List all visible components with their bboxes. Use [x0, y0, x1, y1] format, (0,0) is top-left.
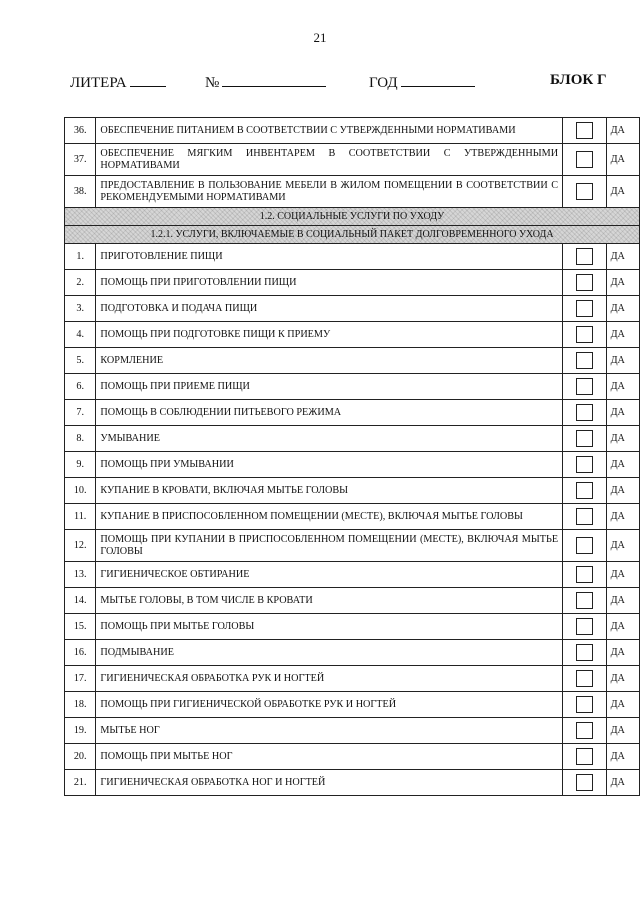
row-description: ПОМОЩЬ ПРИ УМЫВАНИИ: [100, 458, 234, 470]
yes-label: ДА: [606, 770, 639, 796]
row-description: УМЫВАНИЕ: [100, 432, 160, 444]
row-description: ПРЕДОСТАВЛЕНИЕ В ПОЛЬЗОВАНИЕ МЕБЕЛИ В ЖИЛОМ ПОМЕЩЕНИИ В СООТВЕТСТВИИ С РЕКОМЕНДУЕМЫМИ НОРМАТИВАМИ: [100, 179, 559, 203]
checkbox-cell: [563, 118, 607, 144]
table-row: [65, 614, 640, 640]
row-number: 2.: [65, 270, 96, 296]
checkbox[interactable]: [576, 696, 593, 713]
table-row: [65, 770, 640, 796]
row-number: 20.: [65, 744, 96, 770]
row-description: ПОМОЩЬ ПРИ ГИГИЕНИЧЕСКОЙ ОБРАБОТКЕ РУК И НОГТЕЙ: [100, 698, 397, 710]
row-description-cell: [96, 640, 563, 666]
services-table: [64, 117, 640, 796]
table-row: [65, 452, 640, 478]
row-number: 18.: [65, 692, 96, 718]
checkbox[interactable]: [576, 151, 593, 168]
row-description-cell: [96, 400, 563, 426]
yes-label: ДА: [606, 244, 639, 270]
checkbox[interactable]: [576, 618, 593, 635]
yes-label: ДА: [606, 640, 639, 666]
yes-label: ДА: [606, 478, 639, 504]
row-number: 11.: [65, 504, 96, 530]
checkbox[interactable]: [576, 537, 593, 554]
row-number: 13.: [65, 562, 96, 588]
row-description: ПОМОЩЬ ПРИ КУПАНИИ В ПРИСПОСОБЛЕННОМ ПОМЕЩЕНИИ (МЕСТЕ), ВКЛЮЧАЯ МЫТЬЕ ГОЛОВЫ: [100, 533, 559, 557]
row-description: ПРИГОТОВЛЕНИЕ ПИЩИ: [100, 250, 223, 262]
row-description: ОБЕСПЕЧЕНИЕ МЯГКИМ ИНВЕНТАРЕМ В СООТВЕТСТВИИ С УТВЕРЖДЕННЫМИ НОРМАТИВАМИ: [100, 147, 559, 171]
checkbox-cell: [563, 176, 607, 208]
section-row: [65, 208, 640, 226]
checkbox[interactable]: [576, 566, 593, 583]
checkbox-cell: [563, 478, 607, 504]
row-description: КУПАНИЕ В ПРИСПОСОБЛЕННОМ ПОМЕЩЕНИИ (МЕСТЕ), ВКЛЮЧАЯ МЫТЬЕ ГОЛОВЫ: [100, 510, 523, 522]
yes-label: ДА: [606, 348, 639, 374]
row-description: ПОМОЩЬ ПРИ МЫТЬЕ ГОЛОВЫ: [100, 620, 255, 632]
row-number: 3.: [65, 296, 96, 322]
table-row: [65, 530, 640, 562]
row-description-cell: [96, 426, 563, 452]
row-description: ПОМОЩЬ ПРИ ПРИЕМЕ ПИЩИ: [100, 380, 250, 392]
checkbox[interactable]: [576, 592, 593, 609]
row-number: 21.: [65, 770, 96, 796]
checkbox[interactable]: [576, 274, 593, 291]
litera-label: ЛИТЕРА: [70, 75, 127, 91]
row-description-cell: [96, 562, 563, 588]
row-description-cell: [96, 530, 563, 562]
row-number: 8.: [65, 426, 96, 452]
checkbox-cell: [563, 588, 607, 614]
row-number: 7.: [65, 400, 96, 426]
page-number: 21: [313, 30, 327, 45]
checkbox-cell: [563, 770, 607, 796]
row-number: 37.: [65, 144, 96, 176]
yes-label: ДА: [606, 400, 639, 426]
checkbox-cell: [563, 426, 607, 452]
row-description: ГИГИЕНИЧЕСКАЯ ОБРАБОТКА НОГ И НОГТЕЙ: [100, 776, 326, 788]
row-description: ПОМОЩЬ ПРИ МЫТЬЕ НОГ: [100, 750, 233, 762]
yes-label: ДА: [606, 614, 639, 640]
checkbox-cell: [563, 270, 607, 296]
yes-label: ДА: [606, 504, 639, 530]
table-row: [65, 400, 640, 426]
checkbox-cell: [563, 614, 607, 640]
row-description-cell: [96, 504, 563, 530]
table-row: [65, 118, 640, 144]
checkbox-cell: [563, 374, 607, 400]
year-field: [369, 72, 475, 92]
checkbox[interactable]: [576, 670, 593, 687]
table-row: [65, 666, 640, 692]
row-number: 9.: [65, 452, 96, 478]
checkbox[interactable]: [576, 352, 593, 369]
checkbox[interactable]: [576, 378, 593, 395]
table-row: [65, 692, 640, 718]
yes-label: ДА: [606, 426, 639, 452]
year-label: ГОД: [369, 75, 398, 91]
row-description: ОБЕСПЕЧЕНИЕ ПИТАНИЕМ В СООТВЕТСТВИИ С УТВЕРЖДЕННЫМИ НОРМАТИВАМИ: [100, 124, 516, 136]
table-row: [65, 562, 640, 588]
checkbox-cell: [563, 666, 607, 692]
care-rows: [65, 244, 640, 796]
number-field: [205, 72, 326, 92]
yes-label: ДА: [606, 322, 639, 348]
checkbox-cell: [563, 296, 607, 322]
table-row: [65, 296, 640, 322]
table-row: [65, 588, 640, 614]
number-input-line[interactable]: [222, 72, 326, 87]
checkbox[interactable]: [576, 248, 593, 265]
row-description-cell: [96, 322, 563, 348]
row-description-cell: [96, 718, 563, 744]
checkbox-cell: [563, 640, 607, 666]
checkbox[interactable]: [576, 748, 593, 765]
row-number: 38.: [65, 176, 96, 208]
row-description-cell: [96, 348, 563, 374]
yes-label: ДА: [606, 562, 639, 588]
checkbox-cell: [563, 244, 607, 270]
litera-input-line[interactable]: [130, 72, 166, 87]
row-description: ПОМОЩЬ ПРИ ПОДГОТОВКЕ ПИЩИ К ПРИЕМУ: [100, 328, 331, 340]
table-row: [65, 718, 640, 744]
checkbox[interactable]: [576, 456, 593, 473]
yes-label: ДА: [606, 176, 639, 208]
row-description-cell: [96, 478, 563, 504]
row-number: 6.: [65, 374, 96, 400]
row-number: 14.: [65, 588, 96, 614]
checkbox[interactable]: [576, 482, 593, 499]
checkbox-cell: [563, 562, 607, 588]
row-number: 15.: [65, 614, 96, 640]
checkbox-cell: [563, 530, 607, 562]
table-row: [65, 744, 640, 770]
table-row: [65, 144, 640, 176]
row-description-cell: [96, 374, 563, 400]
table-row: [65, 426, 640, 452]
row-description: ПОМОЩЬ В СОБЛЮДЕНИИ ПИТЬЕВОГО РЕЖИМА: [100, 406, 342, 418]
row-description-cell: [96, 452, 563, 478]
subsection-row: [65, 226, 640, 244]
yes-label: ДА: [606, 144, 639, 176]
number-label: №: [205, 75, 220, 91]
year-input-line[interactable]: [401, 72, 475, 87]
row-number: 10.: [65, 478, 96, 504]
row-description: КОРМЛЕНИЕ: [100, 354, 164, 366]
litera-field: [70, 72, 166, 92]
checkbox-cell: [563, 400, 607, 426]
row-number: 17.: [65, 666, 96, 692]
section-rows: [65, 208, 640, 244]
table-row: [65, 270, 640, 296]
yes-label: ДА: [606, 296, 639, 322]
form-header: [70, 72, 640, 92]
row-description-cell: [96, 296, 563, 322]
row-number: 1.: [65, 244, 96, 270]
row-description-cell: [96, 244, 563, 270]
checkbox[interactable]: [576, 430, 593, 447]
yes-label: ДА: [606, 692, 639, 718]
yes-label: ДА: [606, 270, 639, 296]
yes-label: ДА: [606, 374, 639, 400]
checkbox-cell: [563, 504, 607, 530]
row-description-cell: [96, 270, 563, 296]
row-number: 16.: [65, 640, 96, 666]
row-description: МЫТЬЕ НОГ: [100, 724, 160, 736]
checkbox-cell: [563, 322, 607, 348]
table-row: [65, 504, 640, 530]
table-row: [65, 640, 640, 666]
row-description: ГИГИЕНИЧЕСКОЕ ОБТИРАНИЕ: [100, 568, 250, 580]
checkbox[interactable]: [576, 644, 593, 661]
row-description: КУПАНИЕ В КРОВАТИ, ВКЛЮЧАЯ МЫТЬЕ ГОЛОВЫ: [100, 484, 349, 496]
table-row: [65, 322, 640, 348]
row-description-cell: [96, 118, 563, 144]
yes-label: ДА: [606, 588, 639, 614]
row-description: ПОДМЫВАНИЕ: [100, 646, 174, 658]
top-rows: [65, 118, 640, 208]
checkbox-cell: [563, 348, 607, 374]
row-description-cell: [96, 744, 563, 770]
checkbox-cell: [563, 144, 607, 176]
row-description: ГИГИЕНИЧЕСКАЯ ОБРАБОТКА РУК И НОГТЕЙ: [100, 672, 325, 684]
table-row: [65, 348, 640, 374]
row-number: 19.: [65, 718, 96, 744]
section-title: 1.2. СОЦИАЛЬНЫЕ УСЛУГИ ПО УХОДУ: [65, 208, 640, 226]
checkbox[interactable]: [576, 722, 593, 739]
yes-label: ДА: [606, 744, 639, 770]
subsection-title: 1.2.1. УСЛУГИ, ВКЛЮЧАЕМЫЕ В СОЦИАЛЬНЫЙ ПАКЕТ ДОЛГОВРЕМЕННОГО УХОДА: [65, 226, 640, 244]
checkbox[interactable]: [576, 326, 593, 343]
yes-label: ДА: [606, 118, 639, 144]
checkbox-cell: [563, 452, 607, 478]
row-description-cell: [96, 770, 563, 796]
yes-label: ДА: [606, 530, 639, 562]
yes-label: ДА: [606, 718, 639, 744]
row-description-cell: [96, 666, 563, 692]
row-description-cell: [96, 144, 563, 176]
checkbox[interactable]: [576, 508, 593, 525]
checkbox-cell: [563, 718, 607, 744]
checkbox[interactable]: [576, 122, 593, 139]
checkbox-cell: [563, 692, 607, 718]
table-row: [65, 478, 640, 504]
row-description: ПОМОЩЬ ПРИ ПРИГОТОВЛЕНИИ ПИЩИ: [100, 276, 297, 288]
checkbox-cell: [563, 744, 607, 770]
yes-label: ДА: [606, 666, 639, 692]
row-description-cell: [96, 692, 563, 718]
row-number: 5.: [65, 348, 96, 374]
row-description-cell: [96, 176, 563, 208]
checkbox[interactable]: [576, 774, 593, 791]
table-row: [65, 374, 640, 400]
checkbox[interactable]: [576, 183, 593, 200]
checkbox[interactable]: [576, 300, 593, 317]
table-row: [65, 244, 640, 270]
row-description: МЫТЬЕ ГОЛОВЫ, В ТОМ ЧИСЛЕ В КРОВАТИ: [100, 594, 313, 606]
yes-label: ДА: [606, 452, 639, 478]
row-description-cell: [96, 614, 563, 640]
row-description: ПОДГОТОВКА И ПОДАЧА ПИЩИ: [100, 302, 258, 314]
checkbox[interactable]: [576, 404, 593, 421]
row-number: 12.: [65, 530, 96, 562]
row-number: 4.: [65, 322, 96, 348]
block-label: БЛОК Г: [550, 72, 607, 88]
row-number: 36.: [65, 118, 96, 144]
row-description-cell: [96, 588, 563, 614]
table-row: [65, 176, 640, 208]
